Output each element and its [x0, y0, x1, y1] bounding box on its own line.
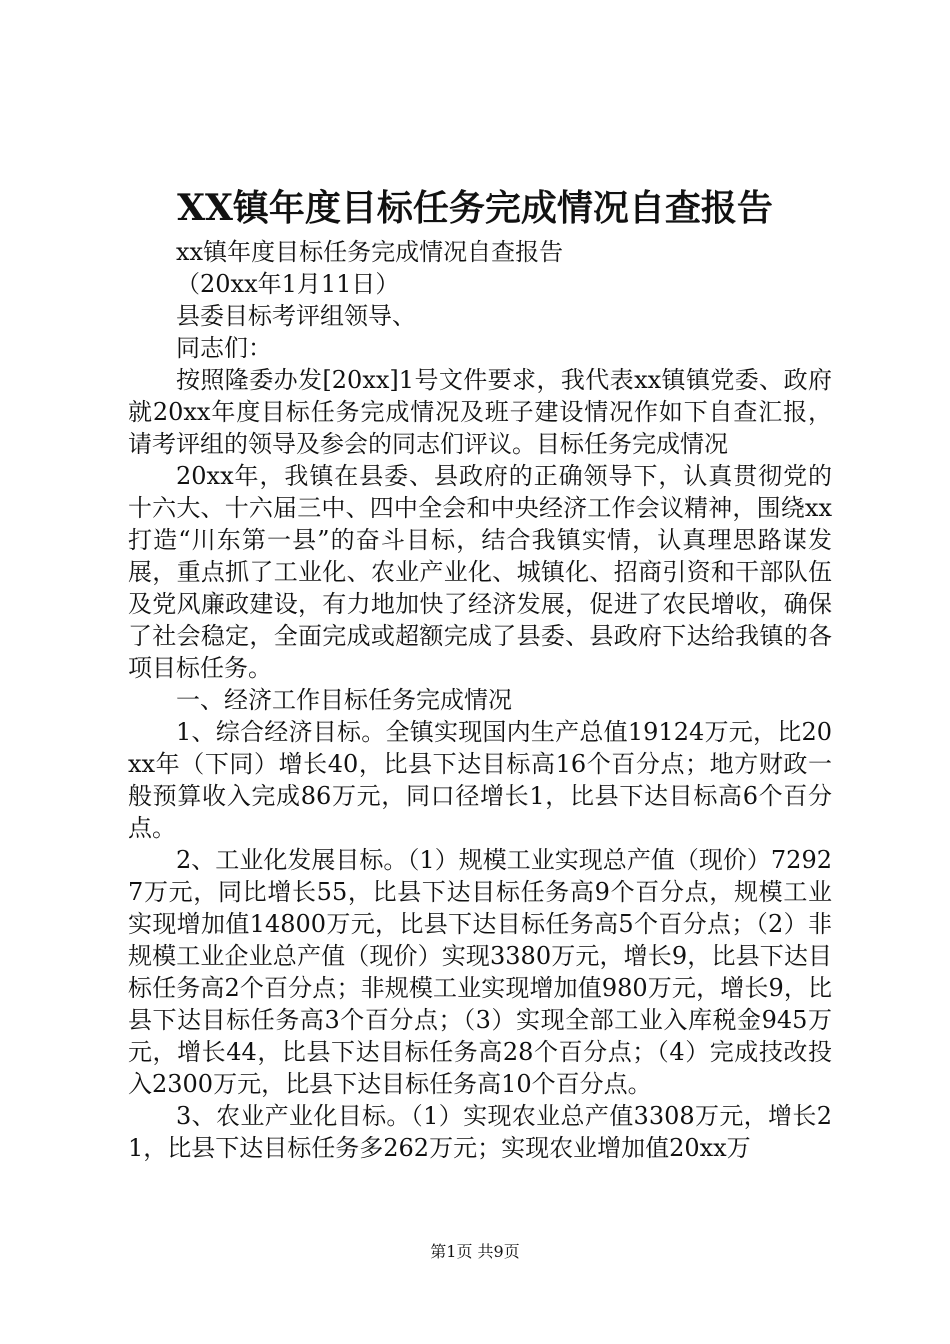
paragraph-subtitle: xx镇年度目标任务完成情况自查报告	[176, 238, 564, 266]
paragraph-salutation-2: 同志们：	[176, 334, 272, 362]
document-title: XX镇年度目标任务完成情况自查报告	[177, 187, 773, 229]
paragraph-item-2: 2、工业化发展目标。（1）规模工业实现总产值（现价）72927万元，同比增长55，比县下达目标任务高9个百分点，规模工业实现增加值14800万元，比县下达目标任务高5个百分点；（2）非规模工业企业总产值（现价）实现3380万元，增长9，比县下达目标任务高2个百分点；非规模工业实现增加值980万元，增长9，比县下达目标任务高3个百分点；（3）实现全部工业入库税金945万元，增长44，比县下达目标任务高28个百分点；（4）完成技改投入2300万元，比县下达目标任务高10个百分点。	[128, 846, 832, 1098]
section-heading-economy: 一、经济工作目标任务完成情况	[176, 686, 512, 714]
document-body	[128, 236, 832, 1164]
page-footer: 第1页 共9页	[430, 1242, 520, 1261]
paragraph-intro: 按照隆委办发[20xx]1号文件要求，我代表xx镇镇党委、政府就20xx年度目标任务完成情况及班子建设情况作如下自查汇报，请考评组的领导及参会的同志们评议。目标任务完成情况	[128, 366, 832, 458]
paragraph-overview: 20xx年，我镇在县委、县政府的正确领导下，认真贯彻党的十六大、十六届三中、四中全会和中央经济工作会议精神，围绕xx打造“川东第一县”的奋斗目标，结合我镇实情，认真理思路谋发展，重点抓了工业化、农业产业化、城镇化、招商引资和干部队伍及党风廉政建设，有力地加快了经济发展，促进了农民增收，确保了社会稳定，全面完成或超额完成了县委、县政府下达给我镇的各项目标任务。	[128, 462, 832, 682]
paragraph-item-3: 3、农业产业化目标。（1）实现农业总产值3308万元，增长21，比县下达目标任务多262万元；实现农业增加值20xx万	[128, 1102, 832, 1162]
paragraph-item-1: 1、综合经济目标。全镇实现国内生产总值19124万元，比20xx年（下同）增长40，比县下达目标高16个百分点；地方财政一般预算收入完成86万元，同口径增长1，比县下达目标高6个百分点。	[128, 718, 832, 842]
paragraph-date: （20xx年1月11日）	[176, 270, 400, 298]
paragraph-salutation-1: 县委目标考评组领导、	[176, 302, 416, 330]
